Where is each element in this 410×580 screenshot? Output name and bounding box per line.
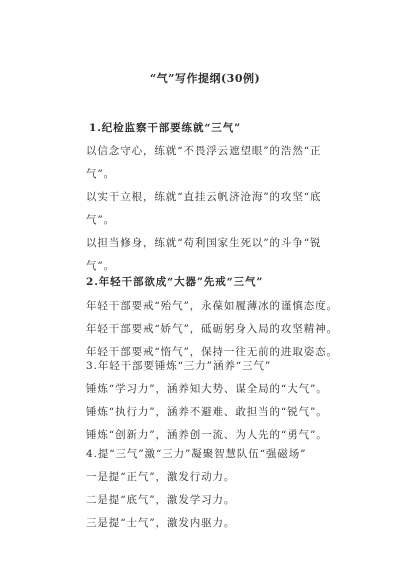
- text-line: 气”。: [86, 260, 116, 272]
- text-line: 锤炼“学习力”，涵养知大势、谋全局的“大气”。: [86, 383, 328, 395]
- heading-4: 4.提“三气”激“三力”凝聚智慧队伍“强磁场”: [86, 448, 307, 460]
- text-line: 锤炼“创新力”，涵养创一流、为人先的“勇气”。: [86, 429, 328, 441]
- text-line: 年轻干部要戒“殆气”，永葆如履薄冰的谨慎态度。: [86, 300, 338, 312]
- heading-2: 2.年轻干部欲成“大器”先戒“三气”: [86, 276, 264, 288]
- text-line: 以担当修身，练就“苟利国家生死以”的斗争“锐: [86, 237, 322, 249]
- text-line: 年轻干部要戒“惰气”，保持一往无前的进取姿态。: [86, 346, 338, 358]
- text-line: 以信念守心，练就“不畏浮云遮望眼”的浩然“正: [86, 145, 322, 157]
- text-line: 三是提“士气”，激发内驱力。: [86, 517, 236, 529]
- text-line: 气”。: [86, 168, 116, 180]
- heading-1: 1.纪检监察干部要练就“三气”: [89, 122, 242, 134]
- text-line: 一是提“正气”，激发行动力。: [86, 471, 236, 483]
- text-line: 二是提“底气”，激发学习力。: [86, 494, 236, 506]
- text-line: 气”。: [86, 214, 116, 226]
- text-line: 以实干立根，练就“直挂云帆济沧海”的攻坚“底: [86, 191, 322, 203]
- text-line: 锤炼“执行力”，涵养不避难、敢担当的“锐气”。: [86, 406, 328, 418]
- heading-3: 3.年轻干部要锤炼“三力”涵养“三气”: [86, 360, 272, 372]
- document-title: “气”写作提纲(30例): [149, 72, 261, 85]
- text-line: 年轻干部要戒“娇气”，砥砺躬身入局的攻坚精神。: [86, 323, 338, 335]
